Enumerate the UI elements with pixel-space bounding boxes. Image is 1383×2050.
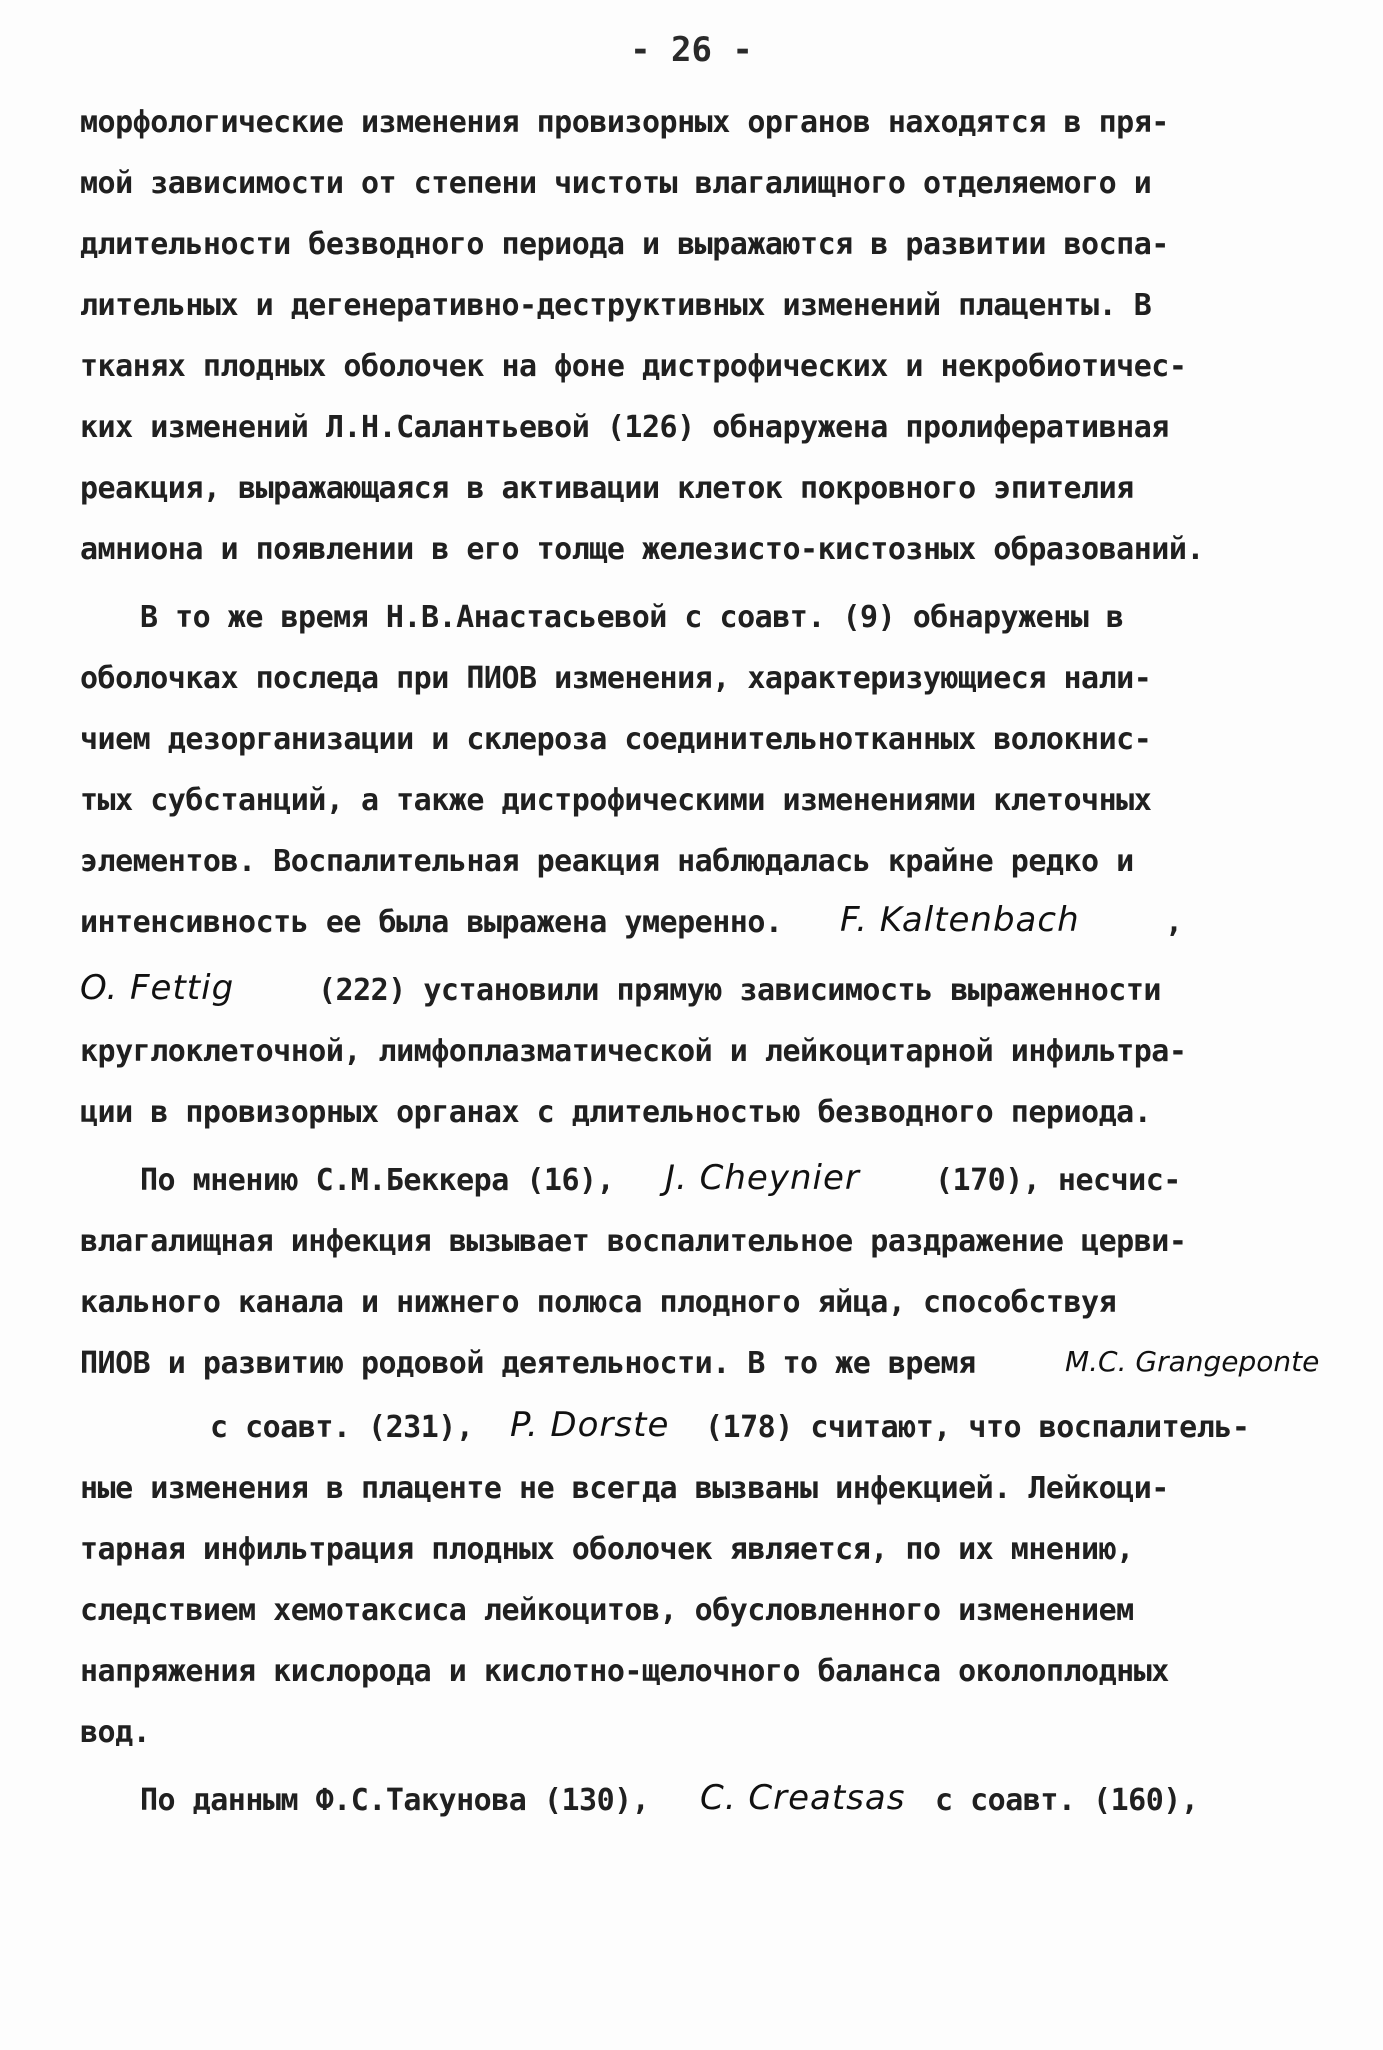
handwritten-name: C. Creatsas: [700, 1778, 906, 1818]
text-line: тканях плодных оболочек на фоне дистрофических и некробиотичес-: [80, 349, 1187, 384]
text-line: кального канала и нижнего полюса плодного яйца, способствуя: [80, 1285, 1117, 1320]
text-line: следствием хемотаксиса лейкоцитов, обусловленного изменением: [80, 1593, 1134, 1628]
text-line: тых субстанций, а также дистрофическими изменениями клеточных: [80, 783, 1152, 818]
text-line: ции в провизорных органах с длительностью безводного периода.: [80, 1095, 1152, 1130]
text-line: оболочках последа при ПИОВ изменения, характеризующиеся нали-: [80, 661, 1152, 696]
handwritten-name: P. Dorste: [510, 1405, 670, 1445]
handwritten-name: J. Cheynier: [665, 1158, 860, 1198]
text-fragment: По мнению С.М.Беккера (16),: [140, 1163, 615, 1198]
text-fragment: (222) установили прямую зависимость выраженности: [318, 973, 1161, 1008]
text-line: напряжения кислорода и кислотно-щелочного баланса околоплодных: [80, 1654, 1169, 1689]
text-fragment: (178) считают, что воспалитель-: [705, 1410, 1250, 1445]
handwritten-name: F. Kaltenbach: [840, 900, 1080, 940]
text-line: амниона и появлении в его толще железисто-кистозных образований.: [80, 532, 1204, 567]
text-fragment: (170), несчис-: [935, 1163, 1181, 1198]
text-line: морфологические изменения провизорных органов находятся в пря-: [80, 105, 1169, 140]
text-line: круглоклеточной, лимфоплазматической и лейкоцитарной инфильтра-: [80, 1034, 1187, 1069]
text-line: В то же время Н.В.Анастасьевой с соавт. (9) обнаружены в: [140, 600, 1124, 635]
text-fragment: По данным Ф.С.Такунова (130),: [140, 1783, 650, 1818]
text-line: реакция, выражающаяся в активации клеток покровного эпителия: [80, 471, 1134, 506]
text-fragment: ПИОВ и развитию родовой деятельности. В то же время: [80, 1346, 976, 1381]
text-line: вод.: [80, 1715, 151, 1750]
handwritten-name: O. Fettig: [80, 968, 235, 1008]
text-line: интенсивность ее была выражена умеренно.: [80, 905, 783, 940]
page-number: - 26 -: [630, 30, 753, 70]
text-fragment: ,: [1165, 905, 1183, 940]
text-line: чием дезорганизации и склероза соединительнотканных волокнис-: [80, 722, 1152, 757]
text-line: лительных и дегенеративно-деструктивных изменений плаценты. В: [80, 288, 1152, 323]
handwritten-name: M.C. Grangeponte: [1065, 1345, 1320, 1378]
text-line: влагалищная инфекция вызывает воспалительное раздражение церви-: [80, 1224, 1187, 1259]
text-line: элементов. Воспалительная реакция наблюдалась крайне редко и: [80, 844, 1134, 879]
text-line: длительности безводного периода и выражаются в развитии воспа-: [80, 227, 1169, 262]
text-line: мой зависимости от степени чистоты влагалищного отделяемого и: [80, 166, 1152, 201]
text-fragment: с соавт. (231),: [210, 1410, 474, 1445]
text-fragment: с соавт. (160),: [935, 1783, 1199, 1818]
text-line: ких изменений Л.Н.Салантьевой (126) обнаружена пролиферативная: [80, 410, 1169, 445]
text-line: тарная инфильтрация плодных оболочек является, по их мнению,: [80, 1532, 1134, 1567]
text-line: ные изменения в плаценте не всегда вызваны инфекцией. Лейкоци-: [80, 1471, 1169, 1506]
